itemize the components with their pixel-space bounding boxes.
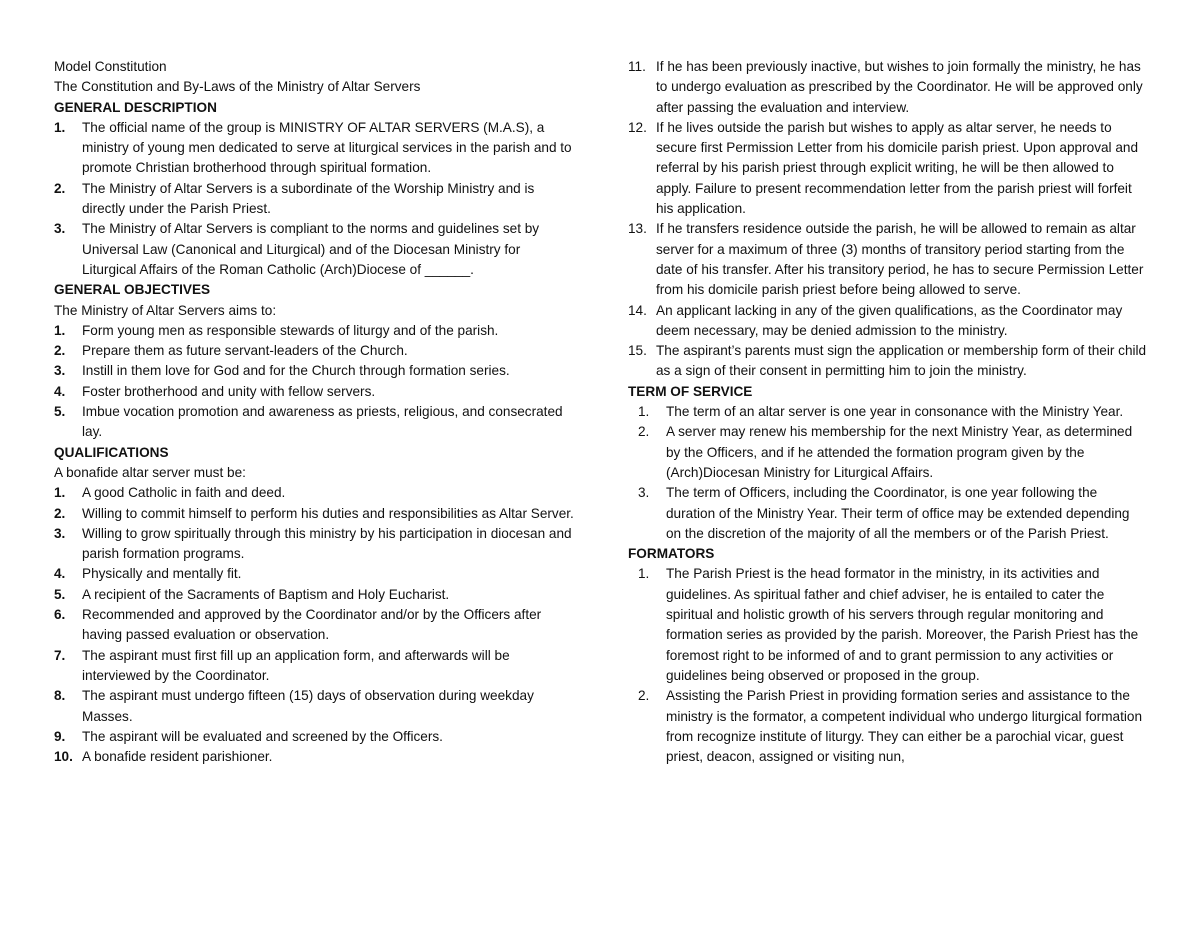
list-item: [54, 747, 574, 767]
item-number: 3.: [54, 221, 66, 237]
item-number: 6.: [54, 607, 66, 623]
left-column: [54, 57, 574, 767]
item-text: Willing to grow spiritually through this ministry by his participation in diocesan and parish formation programs.: [82, 525, 572, 562]
item-text: The aspirant must undergo fifteen (15) days of observation during weekday Masses.: [82, 688, 534, 724]
item-number: 8.: [54, 688, 66, 704]
item-text: Assisting the Parish Priest in providing formation series and assistance to the ministry is the formator, a competent individual who undergo liturgical formation from recognize institute of liturgy. They can either be a parochial vicar, guest priest, deacon, assigned or visiting nun,: [666, 688, 1143, 765]
item-number: 4.: [54, 566, 66, 582]
list-item: [54, 361, 574, 381]
document-title: Model Constitution: [54, 59, 167, 74]
item-text: The official name of the group is MINISTRY OF ALTAR SERVERS (M.A.S), a ministry of young men dedicated to serve at liturgical services in the parish and to promote Christian brotherhood through spiritual formation.: [82, 119, 572, 176]
list-item: [54, 686, 574, 727]
item-text: A server may renew his membership for the next Ministry Year, as determined by the Officers, and if he attended the formation program given by the (Arch)Diocesan Ministry for Liturgical Affairs.: [666, 424, 1133, 480]
item-text: A good Catholic in faith and deed.: [82, 485, 286, 501]
item-number: 2.: [54, 505, 66, 521]
list-item: [628, 402, 1148, 422]
list-item: [54, 341, 574, 361]
item-number: 14.: [628, 302, 647, 318]
list-item: [54, 219, 574, 280]
list-item: [628, 118, 1148, 219]
item-number: 15.: [628, 343, 647, 359]
qualifications-list-continued: [628, 57, 1148, 382]
item-number: 9.: [54, 728, 66, 744]
qualifications-intro: A bonafide altar server must be:: [54, 464, 246, 480]
list-item: [54, 179, 574, 220]
item-number: 10.: [54, 749, 73, 765]
item-number: 1.: [54, 322, 66, 338]
item-text: The Ministry of Altar Servers is compliant to the norms and guidelines set by Universal Law (Canonical and Liturgical) and of the Diocesan Ministry for Liturgical Affairs of the Roman Catholic (Arch)Diocese of ______.: [82, 221, 540, 277]
list-item: [628, 301, 1148, 342]
list-item: [54, 504, 574, 524]
item-number: 7.: [54, 647, 66, 663]
item-text: The aspirant must first fill up an application form, and afterwards will be interviewed by the Coordinator.: [82, 647, 510, 683]
item-text: Imbue vocation promotion and awareness as priests, religious, and consecrated lay.: [82, 404, 563, 440]
list-item: [628, 422, 1148, 483]
item-number: 1.: [54, 119, 66, 135]
list-item: [54, 605, 574, 646]
item-text: Recommended and approved by the Coordinator and/or by the Officers after having passed evaluation or observation.: [82, 607, 542, 643]
section-heading-formators: FORMATORS: [628, 546, 715, 562]
item-number: 13.: [628, 221, 647, 237]
section-heading-term-of-service: TERM OF SERVICE: [628, 383, 753, 399]
item-number: 1.: [54, 485, 66, 501]
list-item: [628, 219, 1148, 300]
list-item: [628, 341, 1148, 382]
item-number: 4.: [54, 383, 66, 399]
section-heading-qualifications: QUALIFICATIONS: [54, 444, 169, 460]
item-number: 2.: [54, 343, 66, 359]
list-item: [628, 483, 1148, 544]
item-text: An applicant lacking in any of the given qualifications, as the Coordinator may deem necessary, may be denied admission to the ministry.: [656, 302, 1123, 338]
item-text: The aspirant will be evaluated and screened by the Officers.: [82, 728, 443, 744]
item-text: If he transfers residence outside the parish, he will be allowed to remain as altar server for a maximum of three (3) months of transitory period starting from the date of his transfer. After his transitory period, he has to secure Permission Letter from his domicile parish priest before being allowed to serve.: [656, 221, 1144, 298]
term-of-service-list: [628, 402, 1148, 544]
item-number: 2.: [638, 424, 650, 440]
list-item: [54, 646, 574, 687]
item-text: Instill in them love for God and for the Church through formation series.: [82, 363, 510, 379]
item-text: Prepare them as future servant-leaders of the Church.: [82, 343, 408, 359]
general-description-list: [54, 118, 574, 280]
item-text: Willing to commit himself to perform his duties and responsibilities as Altar Server.: [82, 505, 574, 521]
item-number: 1.: [638, 566, 650, 582]
item-text: The Ministry of Altar Servers is a subordinate of the Worship Ministry and is directly under the Parish Priest.: [82, 180, 535, 217]
item-number: 12.: [628, 119, 647, 135]
document-subtitle: The Constitution and By-Laws of the Ministry of Altar Servers: [54, 79, 421, 95]
item-text: If he has been previously inactive, but wishes to join formally the ministry, he has to undergo evaluation as prescribed by the Coordinator. He will be approved only after passing the evaluation and interview.: [656, 59, 1143, 115]
item-text: The term of an altar server is one year in consonance with the Ministry Year.: [666, 404, 1124, 420]
right-column: [628, 57, 1148, 767]
list-item: [54, 524, 574, 565]
list-item: [54, 727, 574, 747]
item-number: 1.: [638, 404, 650, 420]
item-number: 2.: [54, 180, 66, 196]
item-number: 3.: [54, 525, 66, 541]
list-item: [54, 402, 574, 443]
section-heading-general-description: GENERAL DESCRIPTION: [54, 99, 217, 115]
item-text: The aspirant’s parents must sign the application or membership form of their child as a sign of their consent in permitting him to join the ministry.: [656, 343, 1147, 379]
item-number: 2.: [638, 688, 650, 704]
list-item: [628, 686, 1148, 767]
item-text: Foster brotherhood and unity with fellow servers.: [82, 383, 376, 399]
list-item: [54, 564, 574, 584]
item-number: 3.: [54, 363, 66, 379]
item-number: 5.: [54, 586, 66, 602]
item-text: The term of Officers, including the Coordinator, is one year following the duration of the Ministry Year. Their term of office may be extended depending on the discretion of the majority of all the members or of the Parish Priest.: [666, 485, 1130, 541]
item-text: If he lives outside the parish but wishes to apply as altar server, he needs to secure first Permission Letter from his domicile parish priest. Upon approval and referral by his parish priest through explicit writing, he will be then allowed to apply. Failure to present recommendation letter from the parish priest will forfeit his application.: [656, 119, 1139, 217]
list-item: [54, 321, 574, 341]
item-number: 5.: [54, 404, 66, 420]
formators-list: [628, 564, 1148, 767]
item-number: 11.: [628, 59, 646, 74]
general-objectives-list: [54, 321, 574, 443]
item-text: Form young men as responsible stewards of liturgy and of the parish.: [82, 322, 499, 338]
qualifications-list: [54, 483, 574, 767]
item-text: The Parish Priest is the head formator in the ministry, in its activities and guidelines. As spiritual father and chief adviser, he is entailed to cater the spiritual and holistic growth of his servers through regular monitoring and formation series as provided by the parish. Moreover, the Parish Priest has the foremost right to be informed of and to grant permission to any activities or guidelines being observed or proposed in the group.: [666, 566, 1139, 683]
item-text: Physically and mentally fit.: [82, 566, 242, 582]
list-item: [54, 118, 574, 179]
item-number: 3.: [638, 485, 650, 501]
objectives-intro: The Ministry of Altar Servers aims to:: [54, 302, 277, 318]
list-item: [628, 57, 1148, 118]
list-item: [628, 564, 1148, 686]
list-item: [54, 382, 574, 402]
item-text: A recipient of the Sacraments of Baptism and Holy Eucharist.: [82, 586, 450, 602]
section-heading-general-objectives: GENERAL OBJECTIVES: [54, 282, 211, 298]
list-item: [54, 483, 574, 503]
item-text: A bonafide resident parishioner.: [82, 749, 273, 765]
list-item: [54, 585, 574, 605]
